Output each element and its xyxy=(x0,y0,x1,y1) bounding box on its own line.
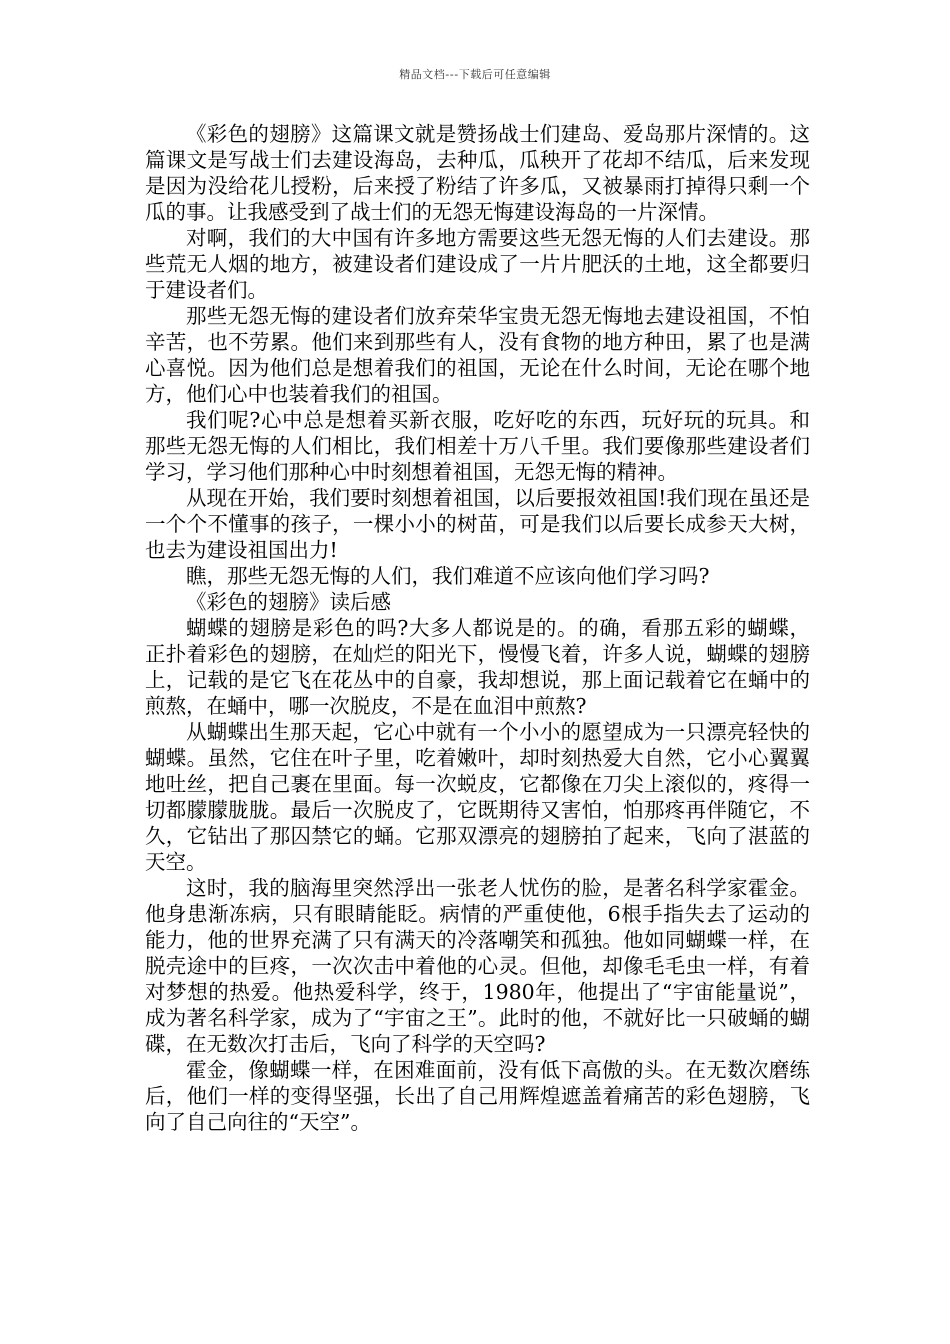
document-body xyxy=(145,121,810,1135)
page-header: 精品文档---下载后可任意编辑 xyxy=(399,68,551,81)
paragraph: 对啊，我们的大中国有许多地方需要这些无怨无悔的人们去建设。那些荒无人烟的地方，被建设者们建设成了一片片肥沃的土地，这全都要归于建设者们。 xyxy=(145,226,810,302)
paragraph: 这时，我的脑海里突然浮出一张老人忧伤的脸，是著名科学家霍金。他身患渐冻病，只有眼睛能眨。病情的严重使他，6根手指失去了运动的能力，他的世界充满了只有满天的冷落嘲笑和孤独。他如同蝴蝶一样，在脱壳途中的巨疼，一次次击中着他的心灵。但他，却像毛毛虫一样，有着对梦想的热爱。他热爱科学，终于，1980年，他提出了“宇宙能量说”，成为著名科学家，成为了“宇宙之王”。此时的他，不就好比一只破蛹的蝴碟，在无数次打击后，飞向了科学的天空吗? xyxy=(145,876,810,1056)
paragraph: 蝴蝶的翅膀是彩色的吗?大多人都说是的。的确，看那五彩的蝴蝶，正扑着彩色的翅膀，在灿烂的阳光下，慢慢飞着，许多人说，蝴蝶的翅膀上，记载的是它飞在花丛中的自豪，我却想说，那上面记载着它在蛹中的煎熬，在蛹中，哪一次脱皮，不是在血泪中煎熬? xyxy=(145,616,810,718)
paragraph: 霍金，像蝴蝶一样，在困难面前，没有低下高傲的头。在无数次磨练后，他们一样的变得坚强，长出了自己用辉煌遮盖着痛苦的彩色翅膀，飞向了自己向往的“天空”。 xyxy=(145,1058,810,1134)
paragraph: 瞧，那些无怨无悔的人们，我们难道不应该向他们学习吗? xyxy=(186,564,710,588)
paragraph: 我们呢?心中总是想着买新衣服，吃好吃的东西，玩好玩的玩具。和那些无怨无悔的人们相比，我们相差十万八千里。我们要像那些建设者们学习，学习他们那种心中时刻想着祖国，无怨无悔的精神。 xyxy=(145,408,810,484)
paragraph: 《彩色的翅膀》这篇课文就是赞扬战士们建岛、爱岛那片深情的。这篇课文是写战士们去建设海岛，去种瓜，瓜秧开了花却不结瓜，后来发现是因为没给花儿授粉，后来授了粉结了许多瓜，又被暴雨打掉得只剩一个瓜的事。让我感受到了战士们的无怨无悔建设海岛的一片深情。 xyxy=(145,122,810,224)
section-title: 《彩色的翅膀》读后感 xyxy=(186,590,391,614)
paragraph: 从现在开始，我们要时刻想着祖国，以后要报效祖国!我们现在虽还是一个个不懂事的孩子，一棵小小的树苗，可是我们以后要长成参天大树，也去为建设祖国出力! xyxy=(145,486,810,562)
paragraph: 从蝴蝶出生那天起，它心中就有一个小小的愿望成为一只漂亮轻快的蝴蝶。虽然，它住在叶子里，吃着嫩叶，却时刻热爱大自然，它小心翼翼地吐丝，把自己裹在里面。每一次蜕皮，它都像在刀尖上滚似的，疼得一切都朦朦胧胧。最后一次脱皮了，它既期待又害怕，怕那疼再伴随它，不久，它钻出了那囚禁它的蛹。它那双漂亮的翅膀拍了起来，飞向了湛蓝的天空。 xyxy=(145,720,810,874)
paragraph: 那些无怨无悔的建设者们放弃荣华宝贵无怨无悔地去建设祖国，不怕辛苦，也不劳累。他们来到那些有人，没有食物的地方种田，累了也是满心喜悦。因为他们总是想着我们的祖国，无论在什么时间，无论在哪个地方，他们心中也装着我们的祖国。 xyxy=(145,304,810,406)
